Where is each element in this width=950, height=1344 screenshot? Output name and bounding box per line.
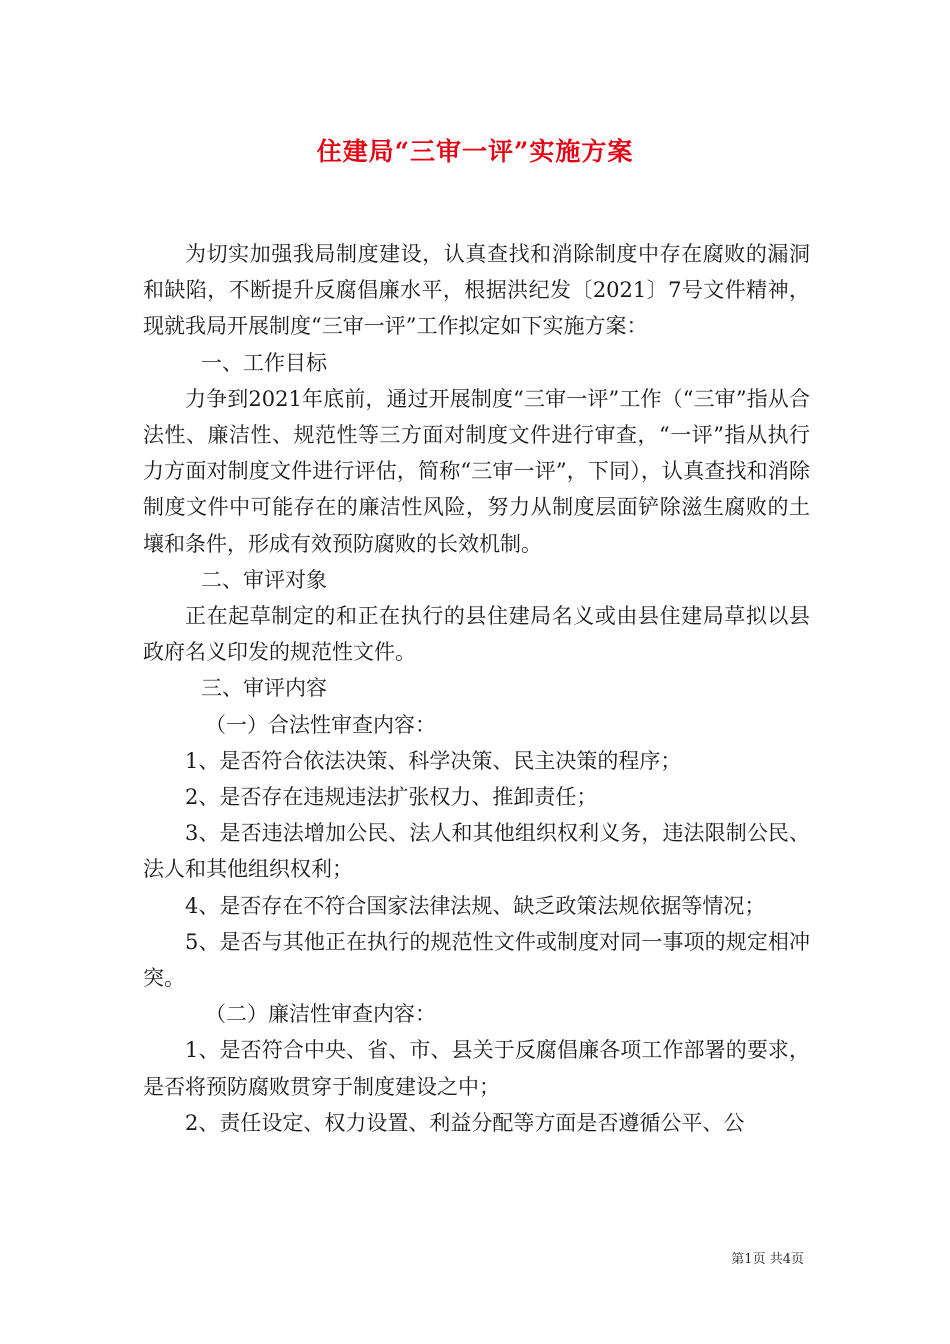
section-heading-content: 三、审评内容	[201, 676, 327, 701]
subsection-heading-legality: （一）合法性审查内容：	[205, 712, 436, 737]
goals-paragraph: 力争到2021年底前，通过开展制度“三审一评”工作（“三审”指从合法性、廉洁性、规范性等三方面对制度文件进行审查，“一评”指从执行力方面对制度文件进行评估，简称“三审一评”，下同），认真查找和消除制度文件中可能存在的廉洁性风险，努力从制度层面铲除滋生腐败的土壤和条件，形成有效预防腐败的长效机制。	[143, 386, 810, 556]
footer-page-number: 1	[744, 1252, 753, 1267]
section-heading-goals: 一、工作目标	[201, 350, 327, 375]
legality-item-5: 5、是否与其他正在执行的规范性文件或制度对同一事项的规定相冲突。	[143, 929, 810, 991]
document-title: 住建局“三审一评”实施方案	[316, 137, 634, 166]
objects-paragraph: 正在起草制定的和正在执行的县住建局名义或由县住建局草拟以县政府名义印发的规范性文件。	[143, 604, 810, 665]
intro-paragraph: 为切实加强我局制度建设，认真查找和消除制度中存在腐败的漏洞和缺陷，不断提升反腐倡廉水平，根据洪纪发〔2021〕7号文件精神，现就我局开展制度“三审一评”工作拟定如下实施方案：	[143, 242, 810, 339]
legality-item-2: 2、是否存在违规违法扩张权力、推卸责任；	[185, 785, 598, 810]
document-body	[143, 236, 810, 1141]
footer-prefix: 第	[731, 1252, 745, 1267]
legality-item-1: 1、是否符合依法决策、科学决策、民主决策的程序；	[185, 748, 682, 773]
subsection-heading-integrity: （二）廉洁性审查内容：	[205, 1002, 436, 1027]
footer-middle: 页 共	[752, 1252, 783, 1267]
integrity-item-2: 2、责任设定、权力设置、利益分配等方面是否遵循公平、公	[185, 1110, 745, 1135]
legality-item-4: 4、是否存在不符合国家法律法规、缺乏政策法规依据等情况；	[185, 893, 766, 918]
page-footer	[731, 1248, 804, 1267]
section-heading-objects: 二、审评对象	[201, 567, 327, 592]
footer-suffix: 页	[790, 1252, 804, 1267]
legality-item-3: 3、是否违法增加公民、法人和其他组织权利义务，违法限制公民、法人和其他组织权利；	[143, 821, 810, 882]
footer-total-pages: 4	[782, 1252, 791, 1267]
integrity-item-1: 1、是否符合中央、省、市、县关于反腐倡廉各项工作部署的要求，是否将预防腐败贯穿于制度建设之中；	[143, 1038, 810, 1099]
